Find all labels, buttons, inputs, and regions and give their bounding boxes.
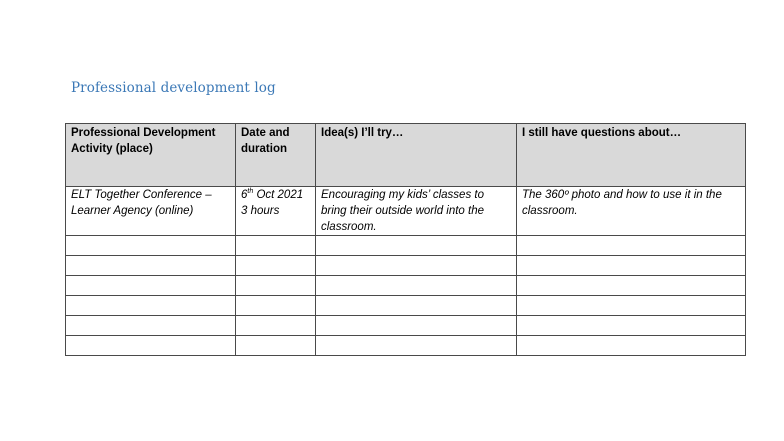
cell-date-duration[interactable] <box>236 187 316 236</box>
empty-cell[interactable] <box>66 276 236 296</box>
duration: 3 hours <box>241 205 280 217</box>
header-date-duration: Date and duration <box>236 124 316 187</box>
cell-ideas[interactable]: Encouraging my kids’ classes to bring their outside world into the classroom. <box>316 187 517 236</box>
empty-cell[interactable] <box>236 316 316 336</box>
empty-cell[interactable] <box>66 296 236 316</box>
date-day: 6 <box>241 189 248 201</box>
page-title: Professional development log <box>71 80 276 96</box>
header-questions: I still have questions about… <box>517 124 746 187</box>
date-rest: Oct 2021 <box>253 189 304 201</box>
empty-cell[interactable] <box>316 276 517 296</box>
empty-cell[interactable] <box>66 316 236 336</box>
table-row <box>66 187 746 236</box>
empty-cell[interactable] <box>66 256 236 276</box>
empty-cell[interactable] <box>517 276 746 296</box>
table-row <box>66 276 746 296</box>
professional-development-table <box>65 123 746 356</box>
empty-cell[interactable] <box>517 236 746 256</box>
table-row <box>66 336 746 356</box>
empty-cell[interactable] <box>316 296 517 316</box>
empty-cell[interactable] <box>236 256 316 276</box>
header-activity: Professional Development Activity (place) <box>66 124 236 187</box>
empty-cell[interactable] <box>66 336 236 356</box>
table-row <box>66 296 746 316</box>
empty-cell[interactable] <box>316 336 517 356</box>
table-row <box>66 236 746 256</box>
table-row <box>66 316 746 336</box>
header-ideas: Idea(s) I’ll try… <box>316 124 517 187</box>
empty-cell[interactable] <box>517 316 746 336</box>
table-row <box>66 256 746 276</box>
empty-cell[interactable] <box>236 236 316 256</box>
empty-cell[interactable] <box>316 256 517 276</box>
date-suffix: th <box>247 188 254 196</box>
empty-cell[interactable] <box>316 316 517 336</box>
cell-activity[interactable]: ELT Together Conference – Learner Agency (online) <box>66 187 236 236</box>
empty-cell[interactable] <box>316 236 517 256</box>
empty-cell[interactable] <box>236 276 316 296</box>
empty-cell[interactable] <box>66 236 236 256</box>
empty-cell[interactable] <box>236 296 316 316</box>
header-row <box>66 124 746 187</box>
empty-cell[interactable] <box>517 336 746 356</box>
cell-questions[interactable]: The 360º photo and how to use it in the classroom. <box>517 187 746 236</box>
empty-cell[interactable] <box>517 256 746 276</box>
empty-cell[interactable] <box>517 296 746 316</box>
empty-cell[interactable] <box>236 336 316 356</box>
